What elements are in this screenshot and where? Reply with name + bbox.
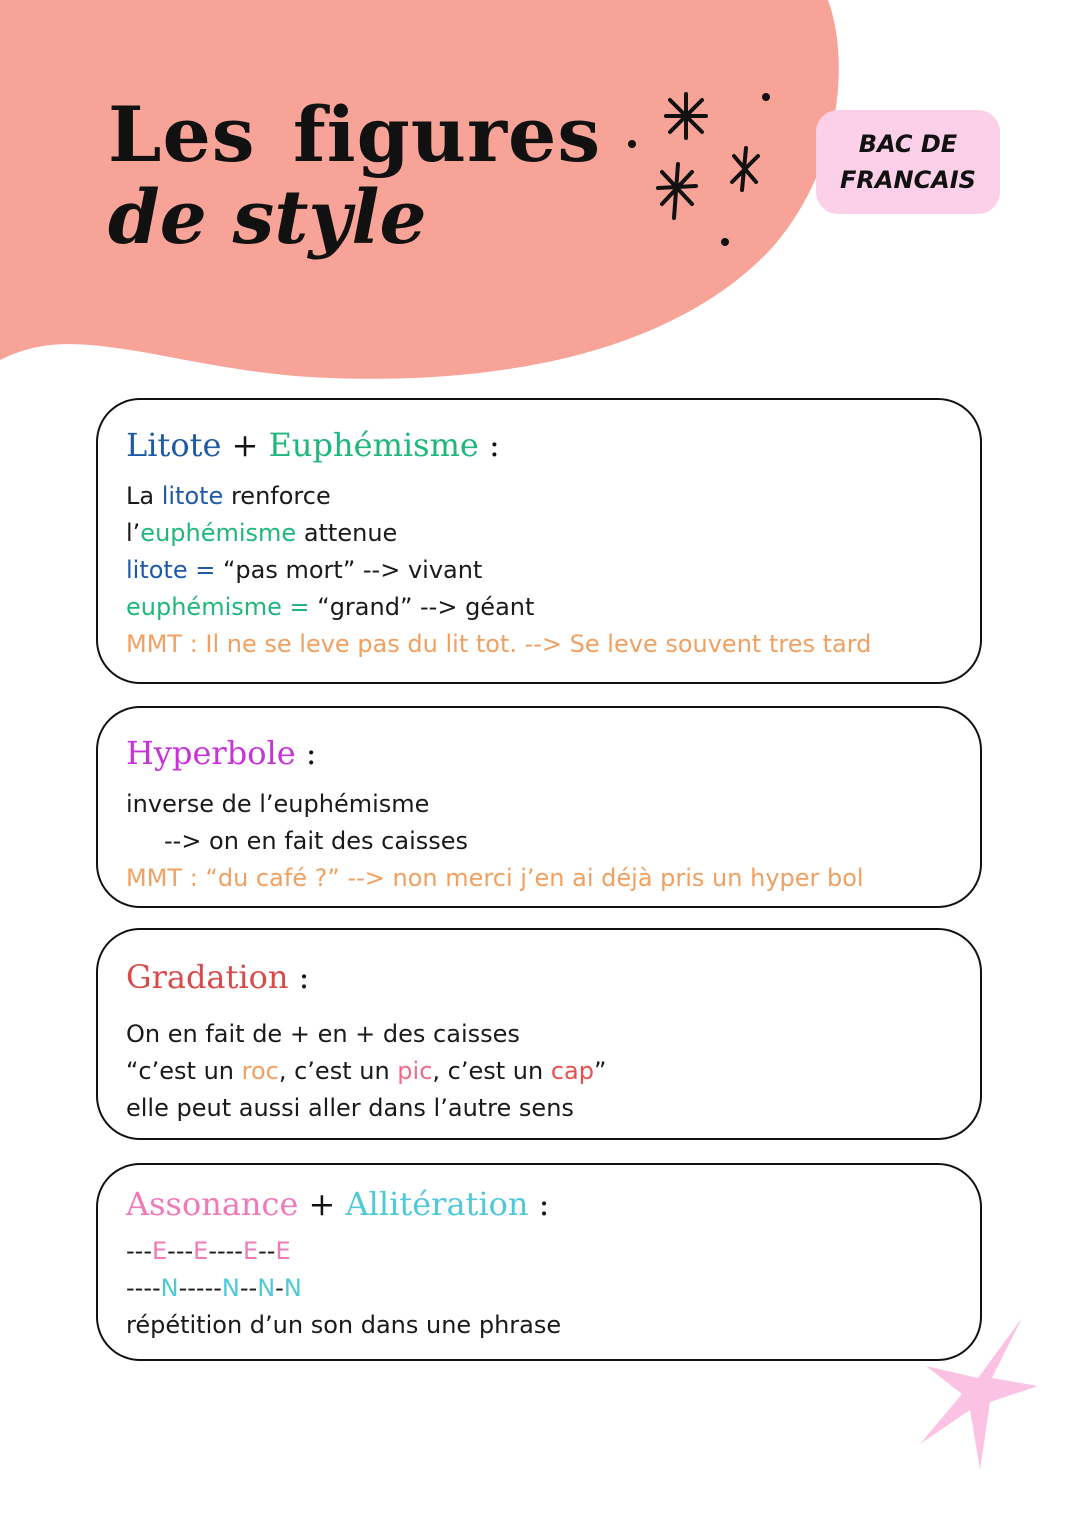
card-line: On en fait de + en + des caisses bbox=[126, 1020, 520, 1048]
title-colon: : bbox=[288, 958, 310, 996]
plus-sign: + bbox=[221, 426, 269, 464]
page-title bbox=[108, 92, 601, 260]
card-title bbox=[126, 422, 952, 468]
card-title bbox=[126, 730, 952, 776]
highlight-euphemisme: euphémisme = bbox=[126, 593, 310, 621]
dash-run: - bbox=[275, 1274, 284, 1302]
highlight-euphemisme: euphémisme bbox=[140, 519, 297, 547]
title-colon: : bbox=[528, 1185, 550, 1223]
sound-n: N bbox=[257, 1274, 276, 1302]
text-span: , c’est un bbox=[278, 1057, 398, 1085]
term-hyperbole: Hyperbole bbox=[126, 734, 296, 772]
text-span: renforce bbox=[223, 482, 331, 510]
sound-e: E bbox=[193, 1237, 209, 1265]
card-line: inverse de l’euphémisme bbox=[126, 790, 430, 818]
highlight-pic: pic bbox=[397, 1057, 433, 1085]
term-euphemisme: Euphémisme bbox=[268, 426, 479, 464]
sound-n: N bbox=[283, 1274, 302, 1302]
highlight-litote: litote = bbox=[126, 556, 216, 584]
dash-run: -- bbox=[258, 1237, 276, 1265]
dash-run: --- bbox=[167, 1237, 194, 1265]
card-title bbox=[126, 954, 952, 1000]
card-hyperbole bbox=[96, 706, 982, 908]
highlight-cap: cap bbox=[550, 1057, 594, 1085]
sound-e: E bbox=[275, 1237, 291, 1265]
mnemonic-line: MMT : “du café ?” --> non merci j’en ai déjà pris un hyper bol bbox=[126, 864, 864, 892]
text-span: “pas mort” --> vivant bbox=[215, 556, 483, 584]
dash-run: -- bbox=[239, 1274, 258, 1302]
highlight-roc: roc bbox=[241, 1057, 279, 1085]
text-span: La bbox=[126, 482, 162, 510]
dash-run: ---- bbox=[126, 1274, 161, 1302]
sound-n: N bbox=[160, 1274, 179, 1302]
card-line: --> on en fait des caisses bbox=[164, 827, 469, 855]
assonance-pattern bbox=[126, 1233, 952, 1270]
dash-run: ---- bbox=[208, 1237, 243, 1265]
pink-star-burst-icon bbox=[918, 1316, 1042, 1472]
term-alliteration: Allitération bbox=[345, 1185, 529, 1223]
title-line-1: Les figures bbox=[108, 90, 602, 179]
text-span: “grand” --> géant bbox=[309, 593, 535, 621]
sparkle-stars-icon bbox=[610, 80, 790, 260]
card-line: elle peut aussi aller dans l’autre sens bbox=[126, 1094, 574, 1122]
title-line-2: de style bbox=[108, 175, 427, 262]
title-colon: : bbox=[295, 734, 317, 772]
sound-n: N bbox=[221, 1274, 240, 1302]
badge-line-2: FRANCAIS bbox=[840, 166, 976, 194]
card-line bbox=[126, 1053, 952, 1090]
alliteration-pattern bbox=[126, 1270, 952, 1307]
highlight-litote: litote bbox=[161, 482, 224, 510]
card-line bbox=[126, 589, 952, 626]
sound-e: E bbox=[242, 1237, 259, 1265]
mnemonic-line: MMT : Il ne se leve pas du lit tot. --> Se leve souvent tres tard bbox=[126, 630, 872, 658]
card-litote-euphemisme bbox=[96, 398, 982, 684]
dash-run: --- bbox=[126, 1237, 152, 1265]
title-colon: : bbox=[478, 426, 500, 464]
term-assonance: Assonance bbox=[126, 1185, 299, 1223]
text-span: ” bbox=[594, 1057, 607, 1085]
text-span: “c’est un bbox=[126, 1057, 242, 1085]
text-span: attenue bbox=[296, 519, 398, 547]
card-line bbox=[126, 515, 952, 552]
card-line: répétition d’un son dans une phrase bbox=[126, 1311, 562, 1339]
plus-sign: + bbox=[298, 1185, 346, 1223]
dash-run: ----- bbox=[178, 1274, 222, 1302]
card-gradation bbox=[96, 928, 982, 1140]
card-assonance-alliteration bbox=[96, 1163, 982, 1361]
card-title bbox=[126, 1181, 952, 1227]
bac-badge bbox=[816, 110, 1000, 214]
badge-line-1: BAC DE bbox=[858, 130, 958, 158]
text-span: l’ bbox=[126, 519, 141, 547]
card-line bbox=[126, 478, 952, 515]
card-line bbox=[126, 552, 952, 589]
term-litote: Litote bbox=[126, 426, 222, 464]
text-span: , c’est un bbox=[432, 1057, 551, 1085]
term-gradation: Gradation bbox=[126, 958, 289, 996]
sound-e: E bbox=[151, 1237, 168, 1265]
